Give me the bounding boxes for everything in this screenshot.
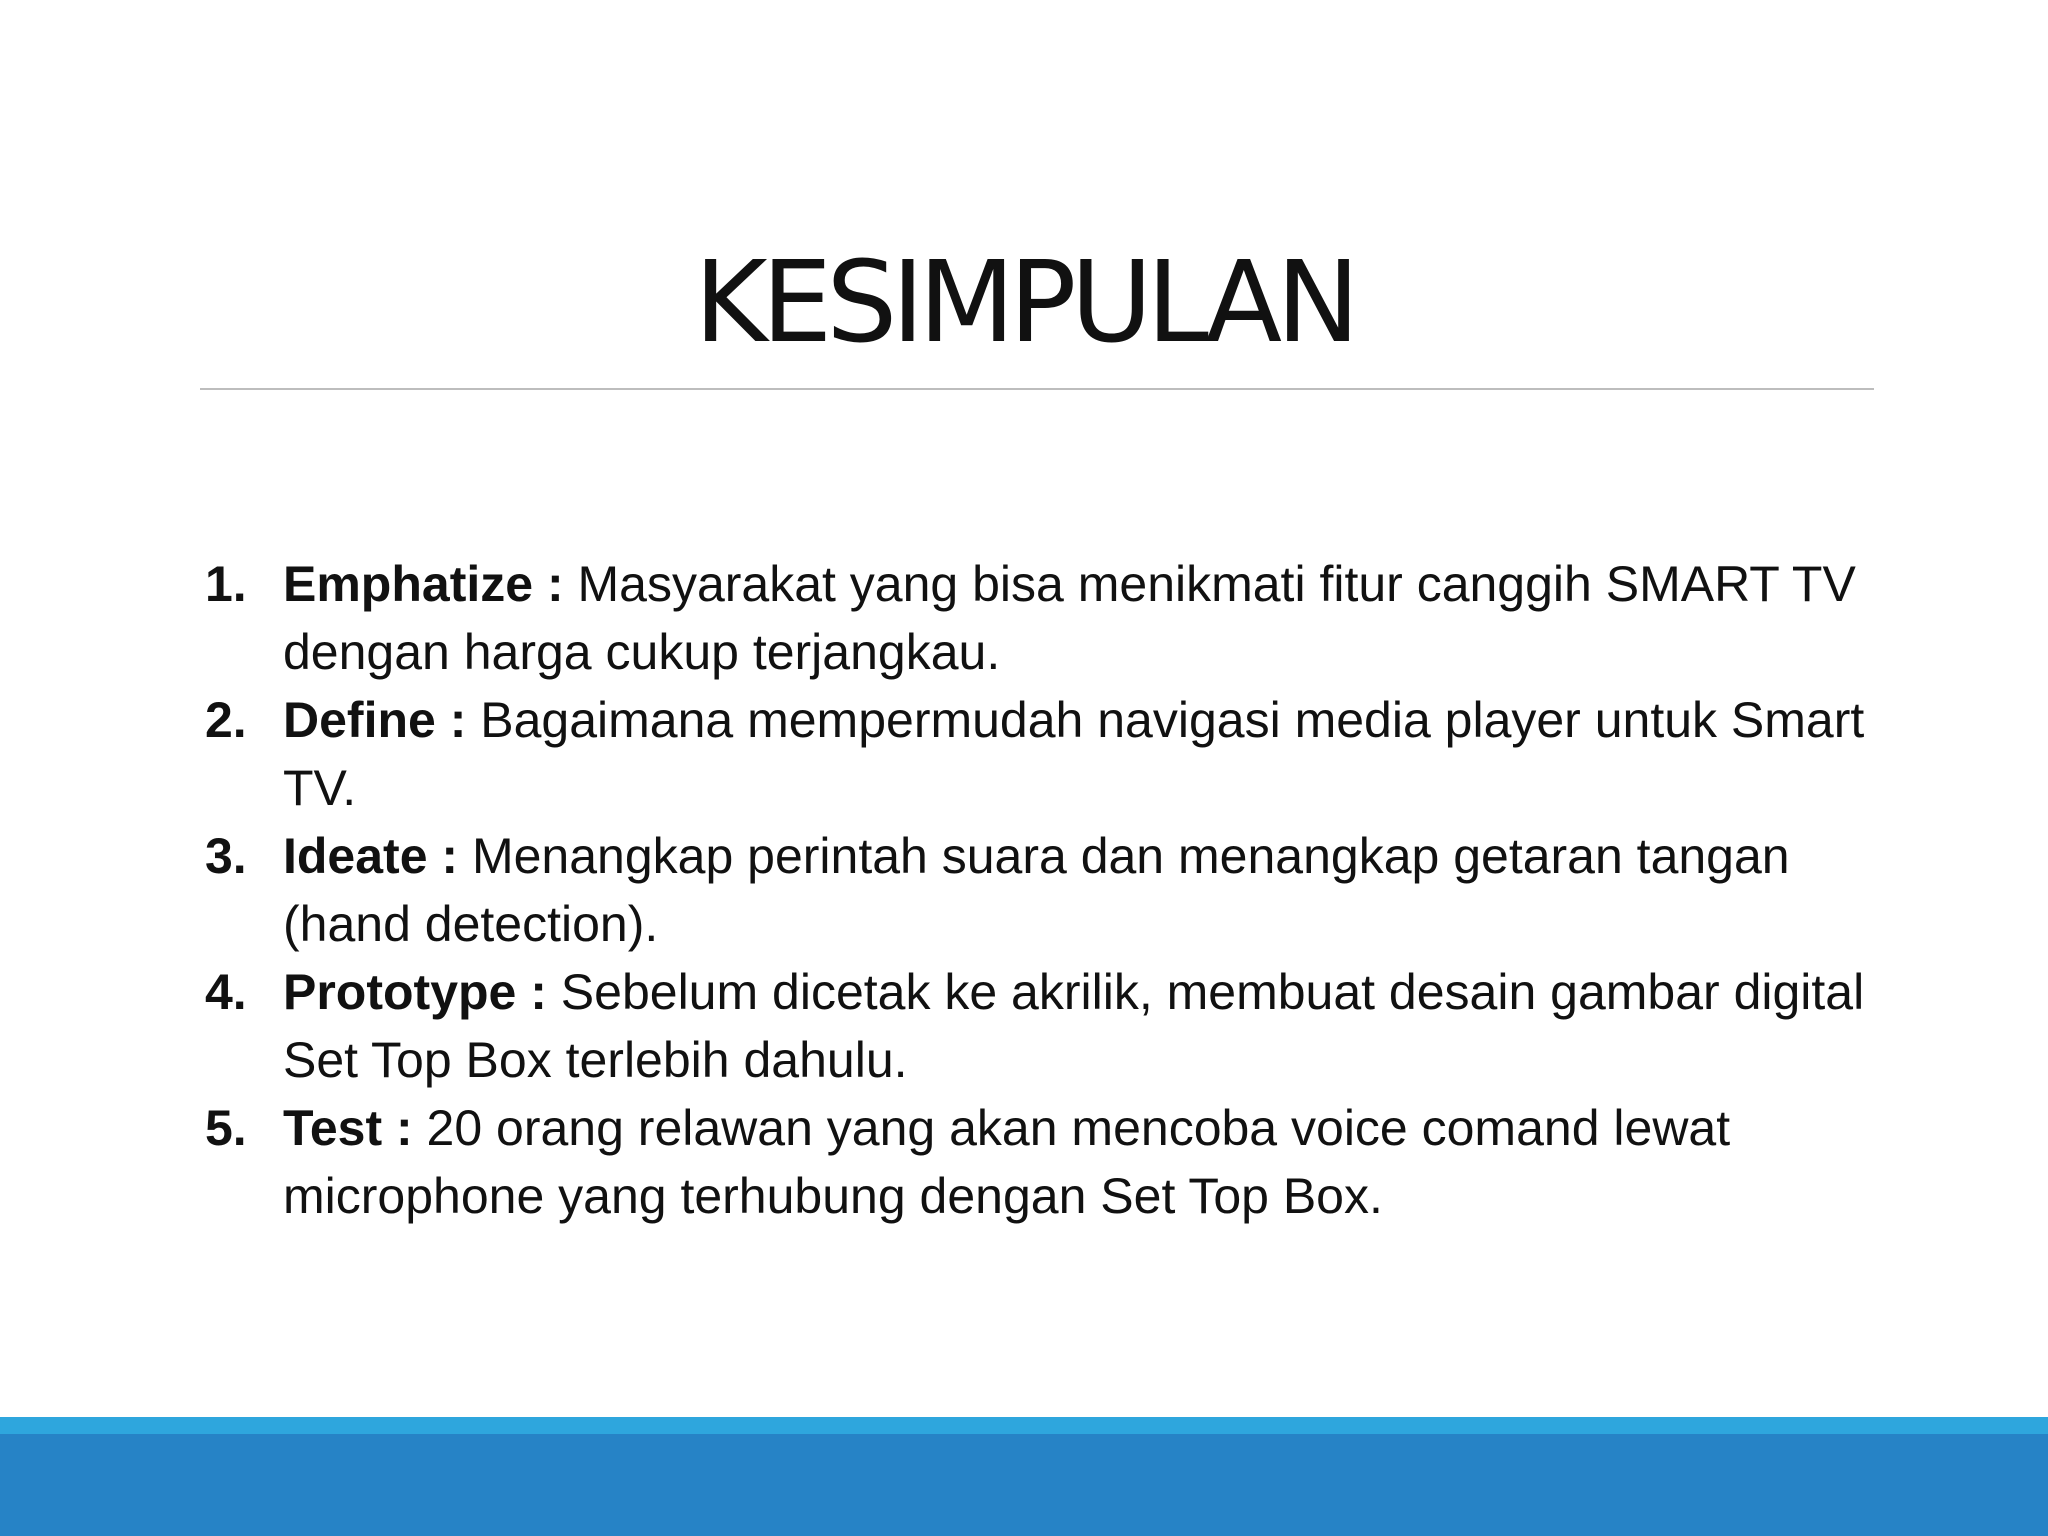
list-item-text: Sebelum dicetak ke akrilik, membuat desain gambar digital Set Top Box terlebih dahulu. <box>283 964 1865 1088</box>
list-item <box>200 550 1900 686</box>
slide-title: KESIMPULAN <box>694 238 1354 368</box>
list-item <box>200 958 1900 1094</box>
list-item-number: 4. <box>205 964 247 1020</box>
list-item-term: Test : <box>283 1100 413 1156</box>
list-item-term: Define : <box>283 692 467 748</box>
footer-band-accent <box>0 1417 2048 1434</box>
list-item-text: Menangkap perintah suara dan menangkap getaran tangan (hand detection). <box>283 828 1790 952</box>
footer-band <box>0 1434 2048 1536</box>
list-item <box>200 822 1900 958</box>
list-item-number: 2. <box>205 692 247 748</box>
list-item <box>200 686 1900 822</box>
list-item-number: 1. <box>205 556 247 612</box>
list-item-term: Emphatize : <box>283 556 564 612</box>
list-item-number: 5. <box>205 1100 247 1156</box>
list-item-text: Bagaimana mempermudah navigasi media player untuk Smart TV. <box>283 692 1865 816</box>
list-item-text: Masyarakat yang bisa menikmati fitur canggih SMART TV dengan harga cukup terjangkau. <box>283 556 1856 680</box>
list-item-number: 3. <box>205 828 247 884</box>
list-item-text: 20 orang relawan yang akan mencoba voice comand lewat microphone yang terhubung dengan Set Top Box. <box>283 1100 1731 1224</box>
list-item <box>200 1094 1900 1230</box>
list-item-term: Prototype : <box>283 964 547 1020</box>
list-item-term: Ideate : <box>283 828 459 884</box>
conclusion-list <box>200 550 1900 1230</box>
title-divider <box>200 388 1874 390</box>
